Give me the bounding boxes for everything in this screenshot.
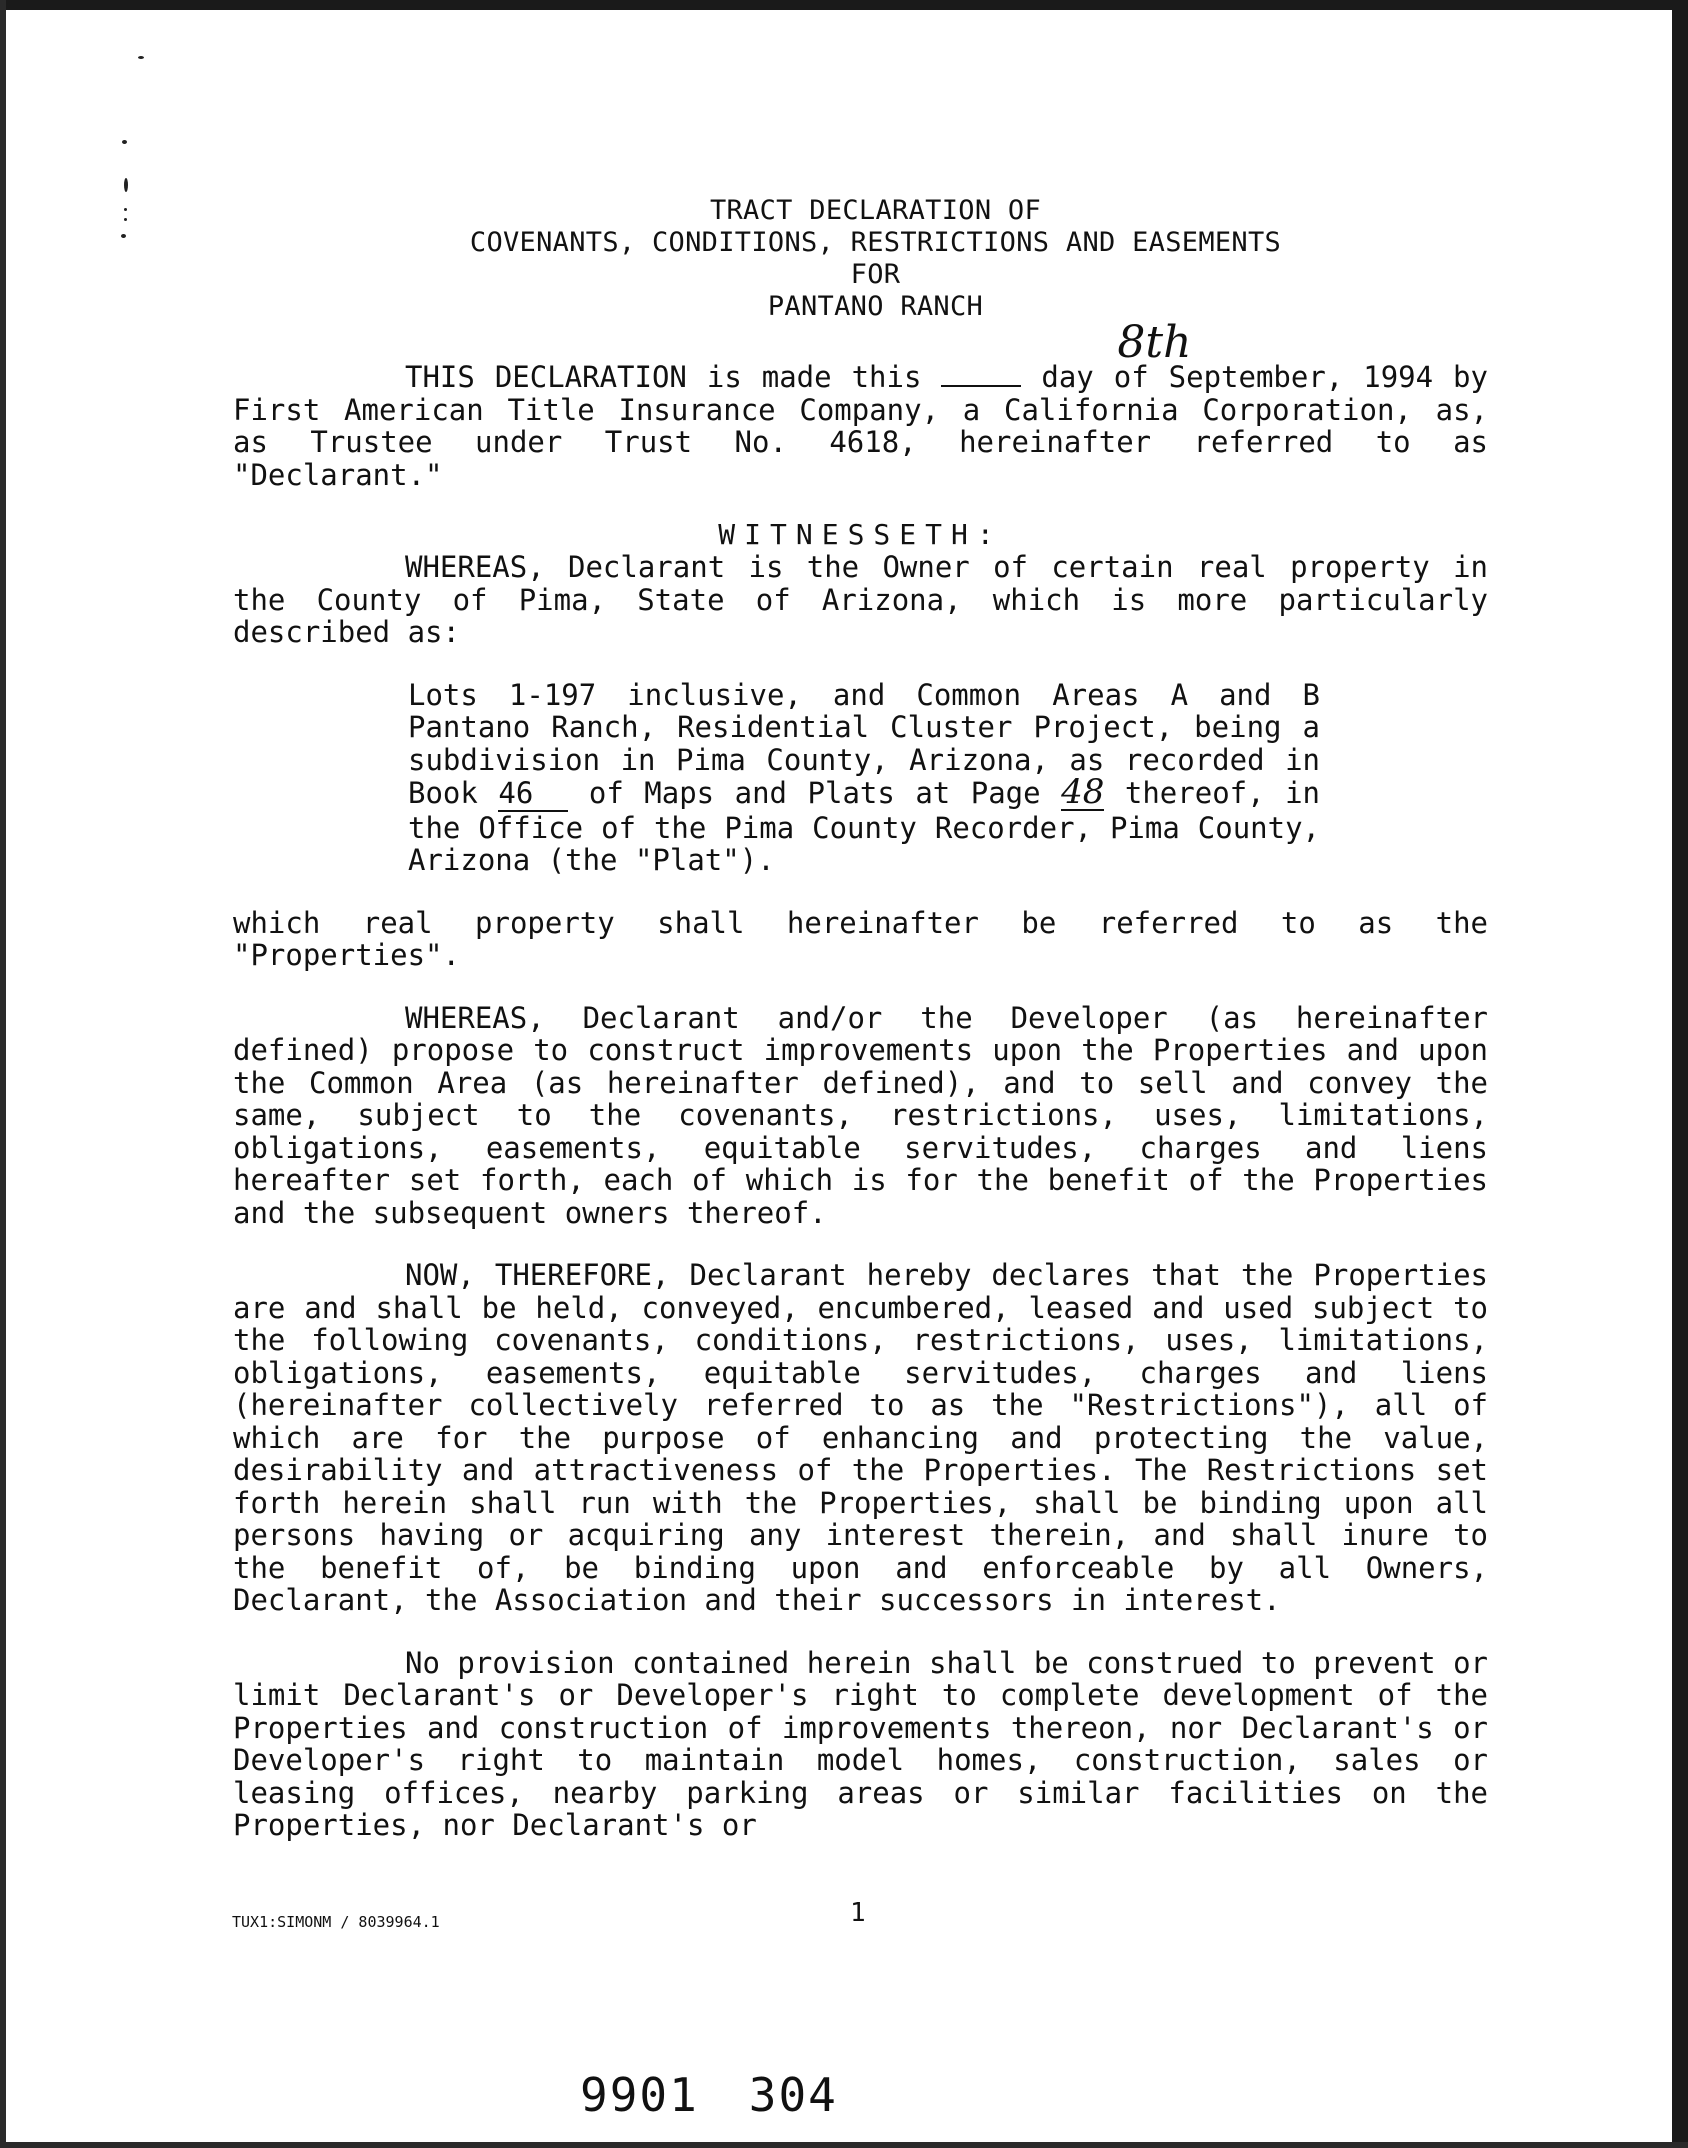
page-number: 1 xyxy=(850,1898,866,1928)
title-line-4: PANTANO RANCH xyxy=(767,291,984,322)
intro-after-day: day of September, 1994 by First American Title Insurance Company, a California Corporation, as, as Trustee under Trust No. 4618, hereinafter referred to as "Declarant." xyxy=(233,360,1488,492)
book-number: 46 xyxy=(498,777,568,812)
legal-part-3: thereof, in the Office of the Pima County Recorder, Pima County, Arizona (the "Plat"). xyxy=(408,776,1320,877)
scan-border-top xyxy=(0,0,1688,10)
document-code: TUX1:SIMONM / 8039964.1 xyxy=(232,1913,440,1931)
intro-paragraph xyxy=(233,317,1488,492)
scan-speck xyxy=(122,140,127,144)
legal-part-2: of Maps and Plats at Page xyxy=(588,776,1041,810)
document-title xyxy=(263,195,1488,323)
legal-part-1: Lots 1-197 inclusive, and Common Areas A and B Pantano Ranch, Residential Cluster Project, being a subdivision in Pima County, Arizona, as recorded in Book xyxy=(408,677,1320,810)
whereas-paragraph-1: WHEREAS, Declarant is the Owner of certain real property in the County of Pima, State of Arizona, which is more particularly described as: xyxy=(233,550,1488,649)
recording-stamp xyxy=(580,2068,888,2122)
no-provision-paragraph: No provision contained herein shall be construed to prevent or limit Declarant's or Developer's right to complete development of the Properties and construction of improvements thereon, nor Declarant's or Developer's right to maintain model homes, construction, sales or leasing offices, nearby parking areas or similar facilities on the Properties, nor Declarant's or xyxy=(233,1645,1488,1842)
legal-description xyxy=(408,679,1320,877)
scan-speck xyxy=(121,234,126,238)
scan-speck xyxy=(124,218,127,221)
witnesseth-heading: WITNESSETH: xyxy=(718,518,1003,551)
intro-before-day: THIS DECLARATION is made this xyxy=(405,360,922,394)
handwritten-day: 8th xyxy=(1117,317,1192,368)
document-page xyxy=(233,195,1488,1842)
day-blank xyxy=(941,317,1192,387)
scan-border-left xyxy=(0,0,6,2148)
stamp-page-number: 304 xyxy=(748,2068,838,2122)
scan-speck xyxy=(138,56,144,59)
now-therefore-paragraph: NOW, THEREFORE, Declarant hereby declares that the Properties are and shall be held, conveyed, encumbered, leased and used subject to the following covenants, conditions, restrictions, uses, limitations, obligations, easements, equitable servitudes, charges and liens (hereinafter collectively referred to as the "Restrictions"), all of which are for the purpose of enhancing and protecting the value, desirability and attractiveness of the Properties. The Restrictions set forth herein shall run with the Properties, shall be binding upon all persons having or acquiring any interest therein, and shall inure to the benefit of, be binding upon and enforceable by all Owners, Declarant, the Association and their successors in interest. xyxy=(233,1258,1488,1617)
handwritten-page-number: 48 xyxy=(1061,772,1105,812)
scan-speck xyxy=(124,178,128,192)
whereas-paragraph-2: WHEREAS, Declarant and/or the Developer (as hereinafter defined) propose to construct improvements upon the Properties and upon the Common Area (as hereinafter defined), and to sell and convey the same, subject to the covenants, restrictions, uses, limitations, obligations, easements, equitable servitudes, charges and liens hereafter set forth, each of which is for the benefit of the Properties and the subsequent owners thereof. xyxy=(233,1000,1488,1230)
scan-speck xyxy=(124,208,127,211)
scan-border-right xyxy=(1672,0,1688,2148)
title-line-2: COVENANTS, CONDITIONS, RESTRICTIONS AND EASEMENTS xyxy=(469,227,1282,258)
title-line-3: FOR xyxy=(850,259,901,290)
title-line-1: TRACT DECLARATION OF xyxy=(709,195,1042,226)
scan-border-bottom xyxy=(0,2142,1688,2148)
stamp-docket-number: 9901 xyxy=(580,2068,699,2122)
properties-definition: which real property shall hereinafter be referred to as the "Properties". xyxy=(233,905,1488,972)
